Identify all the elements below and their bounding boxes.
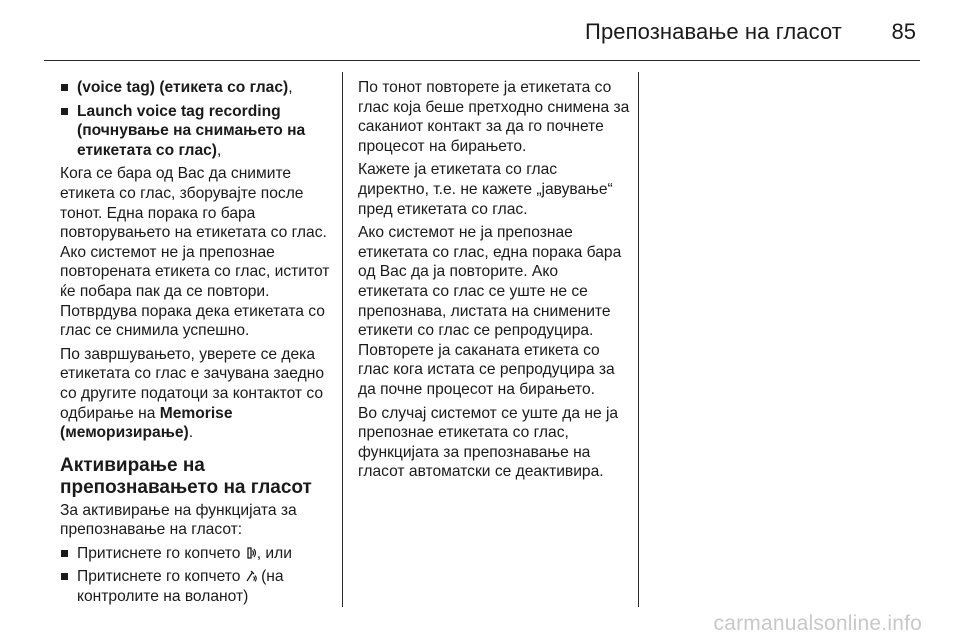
watermark: carmanualsonline.info	[713, 612, 922, 635]
body-paragraph: Кажете ја етикетата со глас директно, т.е. не кажете „јавување“ пред етикетата со глас.	[358, 161, 613, 218]
column-divider-right	[638, 72, 639, 607]
body-paragraph: Кога се бара од Вас да снимите етикета со глас, зборувајте после тонот. Една порака го бара повторувањето на етикетата со глас. Ако системот не ја препознае повторената етикета со глас, иститот ќе побара пак да се повтори. Потврдува порака дека етикетата со глас се снимила успешно.	[60, 165, 330, 340]
body-paragraph: Ако системот не ја препознае етикетата со глас, една порака бара од Вас да ја повторите. Ако етикетата со глас се уште не се препознава, листата на снимените етикети со глас се репродуцира. Повторете ја саканата етикета со глас кога истата се репродуцира за да почне процесот на бирањето.	[358, 224, 622, 398]
section-intro: За активирање на функцијата за препознавање на гласот:	[60, 501, 297, 539]
left-column	[60, 78, 332, 611]
section-heading: Активирање на препознавањето на гласот	[60, 454, 312, 498]
page-title: Препознавање на гласот	[585, 19, 842, 44]
list-item	[60, 102, 332, 161]
list-item-text: Притиснете го копчето	[77, 568, 241, 586]
list-item	[60, 78, 332, 98]
body-paragraph: По тонот повторете ја етикетата со глас која беше претходно снимена за саканиот контакт за да го почнете процесот на бирањето.	[358, 79, 630, 155]
paragraph-text: По завршувањето, уверете се дека етикетата со глас е зачувана заедно со другите податоци за контактот со одбирање на	[60, 345, 324, 422]
middle-column	[358, 78, 630, 486]
header-rule	[44, 60, 920, 61]
body-paragraph	[60, 345, 332, 443]
menu-term: Launch voice tag recording (почнување на снимањето на етикетата со глас)	[77, 102, 306, 159]
page-header	[0, 0, 960, 62]
list-item-tail: ,	[217, 141, 222, 159]
steering-voice-button-icon	[245, 569, 257, 583]
body-paragraph: Во случај системот се уште да не ја препознае етикетата со глас, функцијата за препознавање на гласот автоматски се деактивира.	[358, 404, 619, 481]
voice-button-icon	[245, 546, 257, 560]
list-item-tail: , или	[256, 544, 292, 562]
page-number: 85	[891, 19, 916, 44]
menu-term: Memorise (меморизирање)	[60, 404, 233, 442]
list-item-text: Притиснете го копчето	[77, 544, 241, 562]
list-item	[60, 567, 332, 606]
menu-term: (voice tag) (етикета со глас)	[77, 79, 289, 96]
column-divider-left	[342, 72, 343, 607]
list-item	[60, 544, 332, 564]
paragraph-tail: .	[188, 424, 194, 442]
list-item-tail: (на контролите на воланот)	[77, 568, 284, 606]
list-item-tail: ,	[288, 79, 293, 96]
